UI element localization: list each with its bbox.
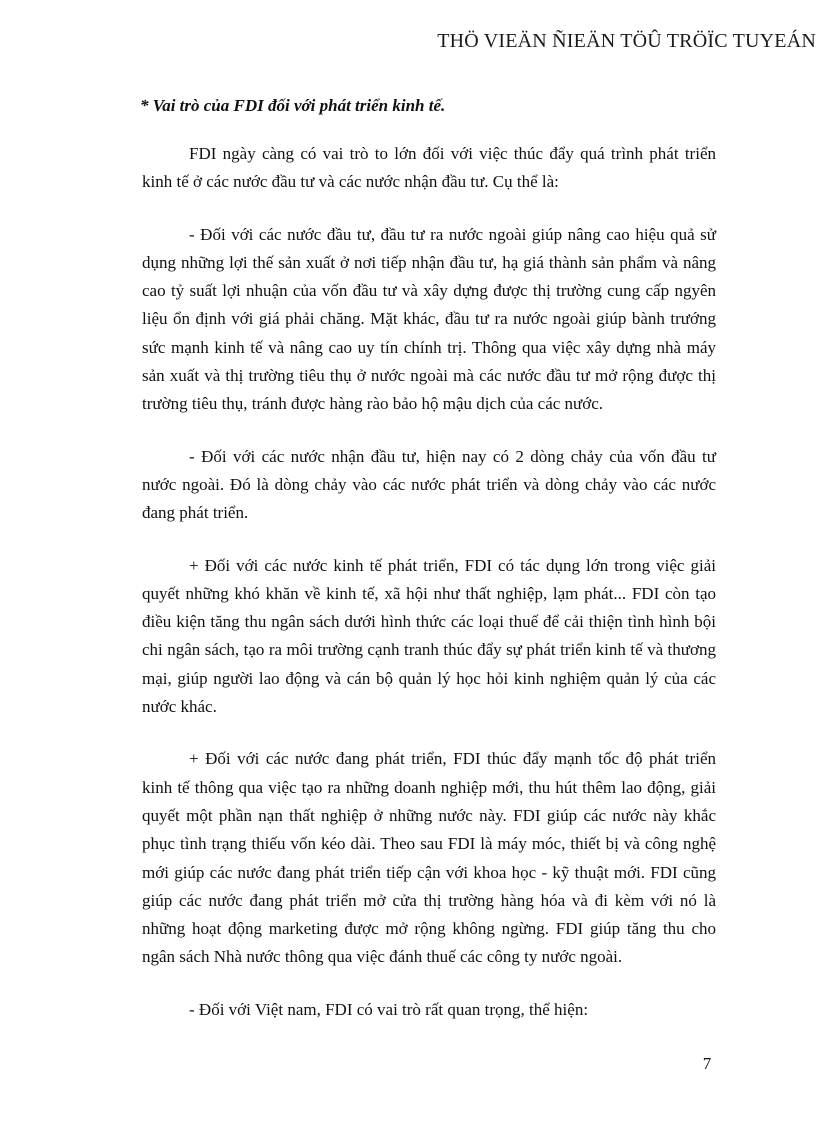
paragraph-developed-economies: + Đối với các nước kinh tế phát triển, FDI có tác dụng lớn trong việc giải quyết những khó khăn về kinh tế, xã hội như thất nghiệp, lạm phát... FDI còn tạo điều kiện tăng thu ngân sách dưới hình thức các loại thuế để cải thiện tình hình bội chi ngân sách, tạo ra môi trường cạnh tranh thúc đẩy sự phát triển kinh tế và thương mại, giúp người lao động và cán bộ quản lý học hỏi kinh nghiệm quản lý của các nước khác. bbox=[142, 555, 716, 717]
paragraph-investing-countries: - Đối với các nước đầu tư, đầu tư ra nước ngoài giúp nâng cao hiệu quả sử dụng những lợi thế sản xuất ở nơi tiếp nhận đầu tư, hạ giá thành sản phẩm và nâng cao tỷ suất lợi nhuận của vốn đầu tư và xây dựng được thị trường cung cấp ngyên liệu ổn định với giá phải chăng. Mặt khác, đầu tư ra nước ngoài giúp bành trướng sức mạnh kinh tế và nâng cao uy tín chính trị. Thông qua việc xây dựng nhà máy sản xuất và thị trường tiêu thụ ở nước ngoài mà các nước đầu tư mở rộng được thị trường tiêu thụ, tránh được hàng rào bảo hộ mậu dịch của các nước. bbox=[142, 224, 716, 414]
paragraph-intro: FDI ngày càng có vai trò to lớn đối với việc thúc đẩy quá trình phát triển kinh tế ở các nước đầu tư và các nước nhận đầu tư. Cụ thể là: bbox=[142, 144, 716, 192]
paragraph-receiving-countries: - Đối với các nước nhận đầu tư, hiện nay có 2 dòng chảy của vốn đầu tư nước ngoài. Đó là dòng chảy vào các nước phát triển và dòng chảy vào các nước đang phát triển. bbox=[142, 446, 716, 523]
page-body bbox=[142, 92, 716, 1048]
section-heading: * Vai trò của FDI đối với phát triển kinh tế. bbox=[140, 96, 446, 115]
running-header: THÖ VIEÄN ÑIEÄN TÖÛ TRÖÏC TUYEÁN bbox=[437, 30, 816, 52]
paragraph-vietnam: - Đối với Việt nam, FDI có vai trò rất quan trọng, thể hiện: bbox=[189, 999, 589, 1019]
page-number: 7 bbox=[702, 1054, 712, 1073]
paragraph-developing-economies: + Đối với các nước đang phát triển, FDI thúc đẩy mạnh tốc độ phát triển kinh tế thông qua việc tạo ra những doanh nghiệp mới, thu hút thêm lao động, giải quyết một phần nạn thất nghiệp ở những nước này. FDI giúp các nước này khắc phục tình trạng thiếu vốn kéo dài. Theo sau FDI là máy móc, thiết bị và công nghệ mới giúp các nước đang phát triển tiếp cận với khoa học - kỹ thuật mới. FDI cũng giúp các nước đang phát triển mở cửa thị trường hàng hóa và đi kèm với nó là những hoạt động marketing được mở rộng không ngừng. FDI giúp tăng thu cho ngân sách Nhà nước thông qua việc đánh thuế các công ty nước ngoài. bbox=[142, 749, 716, 967]
